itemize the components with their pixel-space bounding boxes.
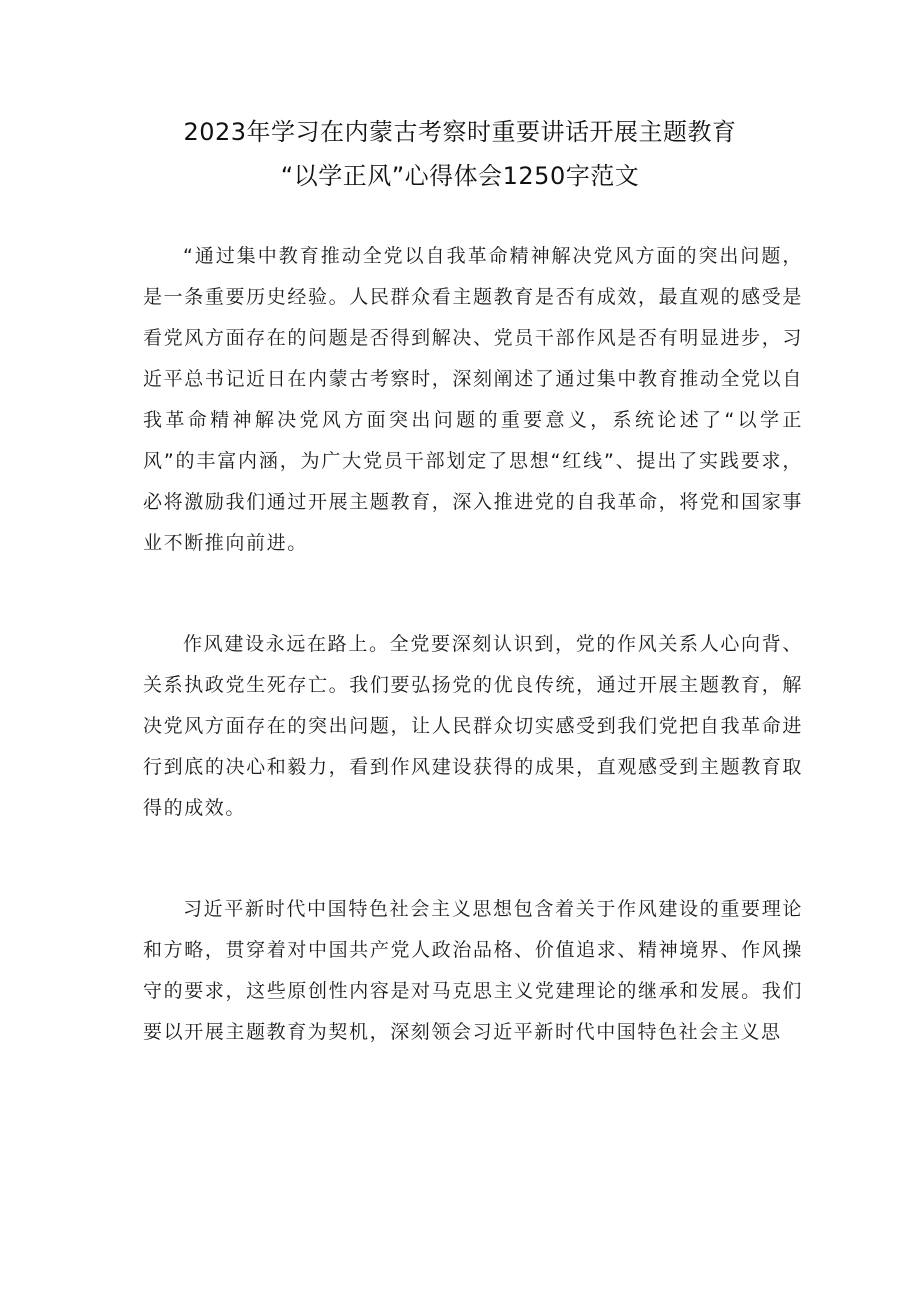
document-title xyxy=(0,110,920,198)
paragraph-2: 作风建设永远在路上。全党要深刻认识到，党的作风关系人心向背、关系执政党生死存亡。我们要弘扬党的优良传统，通过开展主题教育，解决党风方面存在的突出问题，让人民群众切实感受到我们党把自我革命进行到底的决心和毅力，看到作风建设获得的成果，直观感受到主题教育取得的成效。 xyxy=(143,633,803,819)
paragraph-1: “通过集中教育推动全党以自我革命精神解决党风方面的突出问题，是一条重要历史经验。人民群众看主题教育是否有成效，最直观的感受是看党风方面存在的问题是否得到解决、党员干部作风是否有明显进步，习近平总书记近日在内蒙古考察时，深刻阐述了通过集中教育推动全党以自我革命精神解决党风方面突出问题的重要意义，系统论述了“以学正风”的丰富内涵，为广大党员干部划定了思想“红线”、提出了实践要求，必将激励我们通过开展主题教育，深入推进党的自我革命，将党和国家事业不断推向前进。 xyxy=(143,245,803,554)
document-body xyxy=(143,236,803,1053)
title-line-1: 2023年学习在内蒙古考察时重要讲话开展主题教育 xyxy=(183,118,737,146)
title-line-2: “以学正风”心得体会1250字范文 xyxy=(280,162,640,190)
paragraph-3: 习近平新时代中国特色社会主义思想包含着关于作风建设的重要理论和方略，贯穿着对中国共产党人政治品格、价值追求、精神境界、作风操守的要求，这些原创性内容是对马克思主义党建理论的继承和发展。我们要以开展主题教育为契机，深刻领会习近平新时代中国特色社会主义思 xyxy=(143,898,803,1043)
